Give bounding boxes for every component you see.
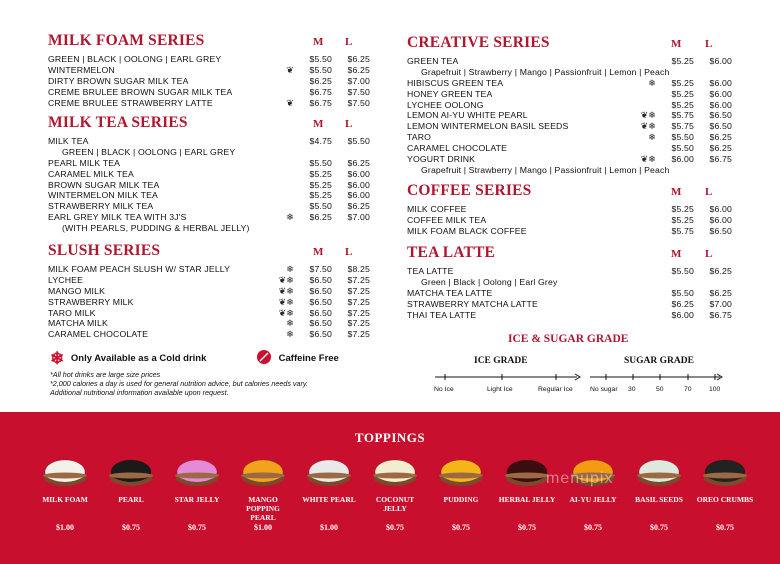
menu-subline: [407, 277, 732, 288]
legend-cold: [50, 349, 206, 369]
leaf-icon: ❦: [278, 285, 287, 296]
topping-item: [563, 455, 623, 532]
milk-tea-title: MILK TEA SERIES: [48, 114, 188, 131]
menu-item-icons: [279, 308, 294, 319]
menu-item-name: THAI TEA LATTE: [407, 309, 477, 320]
menu-item-name: GREEN | BLACK | OOLONG | EARL GREY: [48, 54, 222, 64]
menu-item-name: LEMON WINTERMELON BASIL SEEDS: [407, 121, 569, 132]
menu-item-options: (WITH PEARLS, PUDDING & HERBAL JELLY): [62, 223, 250, 234]
menu-item-name: CARAMEL CHOCOLATE: [48, 329, 149, 340]
menu-item-icons: [286, 212, 294, 223]
price-l: $7.00: [347, 212, 370, 223]
size-l-label: L: [345, 246, 353, 258]
leaf-icon: ❦: [286, 64, 294, 75]
note-line: *All hot drinks are large size prices: [50, 370, 161, 379]
notes: [50, 370, 308, 397]
leaf-icon: ❦: [640, 121, 649, 132]
price-m: $5.50: [309, 157, 332, 168]
price-m: $6.75: [309, 97, 332, 108]
price-m: $6.50: [309, 318, 332, 329]
price-m: $5.50: [309, 201, 332, 212]
size-l-label: L: [345, 36, 353, 48]
menu-item-name: STRAWBERRY MATCHA LATTE: [407, 298, 538, 309]
menu-item: [407, 310, 732, 321]
topping-name: COCONUT JELLY: [375, 495, 415, 513]
topping-price: $0.75: [188, 523, 206, 532]
price-l: $6.00: [709, 77, 732, 88]
price-l: $6.00: [347, 168, 370, 179]
size-m-label: M: [671, 38, 682, 50]
price-m: $6.50: [309, 307, 332, 318]
menu-item: [48, 264, 370, 275]
size-l-label: L: [705, 38, 713, 50]
price-l: $6.25: [347, 201, 370, 212]
menu-item: [48, 136, 370, 147]
menu-item-name: LEMON AI-YU WHITE PEARL: [407, 110, 528, 121]
topping-item: [431, 455, 491, 532]
menu-item: [48, 286, 370, 297]
menu-item: [407, 288, 732, 299]
price-m: $5.50: [309, 64, 332, 75]
price-l: $7.25: [347, 285, 370, 296]
snowflake-icon: ❄: [286, 296, 294, 307]
menu-item-name: PEARL MILK TEA: [48, 157, 121, 168]
sugar-level: No sugar: [590, 386, 618, 393]
leaf-icon: ❦: [286, 97, 294, 108]
price-m: $6.25: [309, 75, 332, 86]
price-l: $7.25: [347, 318, 370, 329]
price-l: $7.25: [347, 307, 370, 318]
price-m: $6.00: [671, 309, 694, 320]
menu-item: [407, 154, 732, 165]
milk-foam-title: MILK FOAM SERIES: [48, 32, 205, 49]
topping-name: PEARL: [118, 495, 144, 504]
sugar-level: 50: [656, 386, 664, 393]
price-l: $7.25: [347, 274, 370, 285]
price-l: $6.00: [709, 56, 732, 66]
menu-item-name: YOGURT DRINK: [407, 154, 476, 165]
price-m: $6.75: [309, 86, 332, 97]
legend-caffeine: [256, 349, 339, 365]
topping-bowl-icon: [502, 455, 552, 487]
topping-price: $0.75: [716, 523, 734, 532]
topping-price: $0.75: [452, 523, 470, 532]
topping-price: $1.00: [254, 523, 272, 532]
price-l: $6.75: [709, 154, 732, 165]
menu-item: [407, 143, 732, 154]
sugar-level: 30: [628, 386, 636, 393]
menu-item: [48, 212, 370, 223]
menu-item-name: BROWN SUGAR MILK TEA: [48, 179, 160, 190]
menu-item-name: MATCHA MILK: [48, 318, 108, 329]
topping-name: PUDDING: [443, 495, 479, 504]
price-m: $5.50: [671, 266, 694, 276]
price-m: $5.25: [309, 168, 332, 179]
topping-price: $1.00: [56, 523, 74, 532]
menu-item-icons: [286, 329, 294, 340]
menu-item: [48, 297, 370, 308]
topping-bowl-icon: [172, 455, 222, 487]
menu-item: [48, 308, 370, 319]
topping-item: [299, 455, 359, 532]
topping-price: $0.75: [386, 523, 404, 532]
topping-name: HERBAL JELLY: [498, 495, 556, 504]
menu-item-name: MANGO MILK: [48, 285, 106, 296]
price-m: $5.25: [671, 214, 694, 225]
menu-item-name: CREME BRULEE BROWN SUGAR MILK TEA: [48, 86, 233, 97]
snowflake-icon: ❄: [648, 121, 656, 132]
menu-item-name: GREEN TEA: [407, 56, 459, 66]
menu-item-name: WINTERMELON MILK TEA: [48, 190, 158, 201]
menu-item-icons: [286, 98, 294, 109]
menu-item-name: MATCHA TEA LATTE: [407, 287, 493, 298]
topping-bowl-icon: [634, 455, 684, 487]
topping-name: AI-YU JELLY: [569, 495, 617, 504]
price-m: $6.50: [309, 285, 332, 296]
menu-item-name: MILK COFFEE: [407, 204, 467, 214]
slush-list: [48, 264, 370, 340]
price-l: $8.25: [347, 264, 370, 274]
menu-item-icons: [648, 132, 656, 143]
sugar-level: 100: [709, 386, 721, 393]
topping-bowl-icon: [304, 455, 354, 487]
price-l: $6.50: [709, 225, 732, 236]
menu-item-name: HONEY GREEN TEA: [407, 88, 493, 99]
topping-name: BASIL SEEDS: [635, 495, 683, 504]
size-m-label: M: [313, 36, 324, 48]
snowflake-icon: ❄: [286, 264, 294, 274]
price-l: $6.25: [347, 54, 370, 64]
price-l: $6.25: [709, 266, 732, 276]
snowflake-icon: ❄: [648, 77, 656, 88]
menu-item-icons: [641, 154, 656, 165]
note-line: *2,000 calories a day is used for general nutrition advice, but calories needs vary.: [50, 379, 308, 388]
menu-item: [48, 318, 370, 329]
slush-title: SLUSH SERIES: [48, 242, 161, 259]
creative-list: [407, 56, 732, 176]
menu-item: [48, 329, 370, 340]
price-m: $5.25: [309, 190, 332, 201]
menu-item: [407, 78, 732, 89]
menu-item-name: EARL GREY MILK TEA WITH 3J'S: [48, 212, 187, 223]
menu-item-name: MILK TEA: [48, 136, 89, 146]
price-l: $6.25: [709, 143, 732, 154]
legend-cold-label: Only Available as a Cold drink: [70, 353, 207, 364]
menu-subline: [48, 223, 370, 234]
menu-item-name: CARAMEL MILK TEA: [48, 168, 134, 179]
topping-price: $1.00: [320, 523, 338, 532]
topping-bowl-icon: [436, 455, 486, 487]
sugar-level: 70: [684, 386, 692, 393]
menu-item-name: COFFEE MILK TEA: [407, 214, 487, 225]
menu-item: [48, 87, 370, 98]
menu-item: [407, 110, 732, 121]
snowflake-icon: ❄: [286, 285, 294, 296]
menu-item-options: Grapefruit | Strawberry | Mango | Passionfruit | Lemon | Peach: [421, 66, 670, 77]
menu-item: [407, 121, 732, 132]
price-l: $7.50: [347, 86, 370, 97]
menu-item: [48, 76, 370, 87]
menu-item: [407, 89, 732, 100]
menu-item-name: LYCHEE: [48, 274, 84, 285]
price-m: $5.25: [671, 99, 694, 110]
price-m: $5.50: [671, 143, 694, 154]
price-l: $6.75: [709, 309, 732, 320]
price-m: $5.75: [671, 110, 694, 121]
creative-title: CREATIVE SERIES: [407, 34, 550, 51]
size-m-label: M: [671, 248, 682, 260]
price-l: $6.00: [709, 99, 732, 110]
menu-item-options: Green | Black | Oolong | Earl Grey: [421, 276, 558, 287]
price-m: $5.25: [671, 88, 694, 99]
milk-foam-list: [48, 54, 370, 108]
price-m: $5.25: [309, 179, 332, 190]
price-m: $5.75: [671, 121, 694, 132]
snowflake-icon: ❄: [648, 132, 656, 143]
ice-level: Regular Ice: [538, 386, 573, 393]
topping-item: [695, 455, 755, 532]
menu-item-name: HIBISCUS GREEN TEA: [407, 77, 504, 88]
menu-item: [48, 169, 370, 180]
menu-item-options: GREEN | BLACK | OOLONG | EARL GREY: [62, 146, 236, 157]
menu-item: [407, 226, 732, 237]
price-m: $4.75: [309, 136, 332, 146]
topping-item: [233, 455, 293, 532]
menu-item-icons: [279, 286, 294, 297]
price-m: $5.25: [671, 77, 694, 88]
leaf-icon: ❦: [278, 274, 287, 285]
note-line: Additional nutritional information available upon request.: [50, 388, 229, 397]
price-l: $6.00: [347, 179, 370, 190]
topping-bowl-icon: [238, 455, 288, 487]
snowflake-icon: ❄: [50, 349, 65, 368]
menu-item: [48, 65, 370, 76]
menu-item-name: TEA LATTE: [407, 266, 454, 276]
menu-item: [48, 201, 370, 212]
menu-item-icons: [286, 264, 294, 275]
tea-latte-list: [407, 266, 732, 320]
price-l: $5.50: [347, 136, 370, 146]
price-m: $5.25: [671, 204, 694, 214]
price-l: $6.50: [709, 121, 732, 132]
snowflake-icon: ❄: [286, 318, 294, 329]
menu-item-icons: [648, 78, 656, 89]
size-l-label: L: [345, 118, 353, 130]
menu-item: [48, 54, 370, 65]
topping-bowl-icon: [700, 455, 750, 487]
price-l: $6.00: [709, 214, 732, 225]
price-l: $6.25: [347, 157, 370, 168]
menu-item: [407, 299, 732, 310]
topping-item: [101, 455, 161, 532]
topping-item: [629, 455, 689, 532]
topping-item: [35, 455, 95, 532]
topping-item: [167, 455, 227, 532]
menu-subline: [48, 147, 370, 158]
menu-item-icons: [279, 275, 294, 286]
size-m-label: M: [313, 246, 324, 258]
menu-item-icons: [286, 65, 294, 76]
menu-item: [48, 158, 370, 169]
menu-subline: [407, 67, 732, 78]
price-m: $5.25: [671, 56, 694, 66]
menu-item-name: STRAWBERRY MILK TEA: [48, 201, 154, 212]
tea-latte-title: TEA LATTE: [407, 244, 496, 261]
topping-price: $0.75: [650, 523, 668, 532]
menu-item-name: CREME BRULEE STRAWBERRY LATTE: [48, 97, 213, 108]
menu-item: [407, 215, 732, 226]
price-l: $6.50: [709, 110, 732, 121]
topping-bowl-icon: [370, 455, 420, 487]
price-l: $6.25: [709, 287, 732, 298]
price-m: $5.75: [671, 225, 694, 236]
snowflake-icon: ❄: [286, 212, 294, 223]
menu-item-options: Grapefruit | Strawberry | Mango | Passionfruit | Lemon | Peach: [421, 164, 670, 175]
menu-item-icons: [641, 110, 656, 121]
price-l: $6.00: [709, 88, 732, 99]
ice-level: Light Ice: [487, 386, 513, 393]
menu-item: [407, 56, 732, 67]
leaf-icon: ❦: [278, 296, 287, 307]
leaf-icon: ❦: [640, 154, 649, 165]
price-l: $7.00: [709, 298, 732, 309]
coffee-list: [407, 204, 732, 237]
menu-item: [407, 132, 732, 143]
menu-item-icons: [279, 297, 294, 308]
coffee-title: COFFEE SERIES: [407, 182, 532, 199]
watermark: menupix: [546, 470, 614, 487]
price-m: $6.25: [309, 212, 332, 223]
price-l: $6.25: [347, 64, 370, 75]
topping-price: $0.75: [584, 523, 602, 532]
snowflake-icon: ❄: [286, 307, 294, 318]
topping-name: WHITE PEARL: [302, 495, 356, 504]
grade-title: ICE & SUGAR GRADE: [508, 333, 629, 345]
ice-level: No Ice: [434, 386, 454, 393]
topping-item: [365, 455, 425, 532]
menu-item-name: CARAMEL CHOCOLATE: [407, 143, 508, 154]
menu-item: [407, 266, 732, 277]
price-l: $7.00: [347, 75, 370, 86]
legend-caffeine-label: Caffeine Free: [278, 353, 339, 364]
topping-bowl-icon: [40, 455, 90, 487]
price-m: $6.25: [671, 298, 694, 309]
size-m-label: M: [313, 118, 324, 130]
topping-name: MILK FOAM: [42, 495, 88, 504]
price-m: $5.50: [309, 54, 332, 64]
menu-item-icons: [286, 318, 294, 329]
size-l-label: L: [705, 248, 713, 260]
topping-item: [497, 455, 557, 532]
price-m: $5.50: [671, 287, 694, 298]
menu-item-name: DIRTY BROWN SUGAR MILK TEA: [48, 75, 189, 86]
topping-bowl-icon: [106, 455, 156, 487]
menu-item: [48, 190, 370, 201]
price-l: $7.25: [347, 329, 370, 340]
price-m: $6.50: [309, 296, 332, 307]
snowflake-icon: ❄: [286, 329, 294, 340]
menu-subline: [407, 165, 732, 176]
leaf-icon: [256, 349, 272, 365]
price-m: $6.00: [671, 154, 694, 165]
menu-item: [48, 275, 370, 286]
topping-price: $0.75: [122, 523, 140, 532]
menu-item-name: TARO: [407, 132, 432, 143]
snowflake-icon: ❄: [286, 274, 294, 285]
menu-item-name: MILK FOAM BLACK COFFEE: [407, 225, 527, 236]
snowflake-icon: ❄: [648, 110, 656, 121]
leaf-icon: ❦: [278, 307, 287, 318]
price-m: $5.50: [671, 132, 694, 143]
menu-item-name: WINTERMELON: [48, 64, 115, 75]
price-l: $7.25: [347, 296, 370, 307]
size-l-label: L: [705, 186, 713, 198]
price-l: $7.50: [347, 97, 370, 108]
topping-price: $0.75: [518, 523, 536, 532]
menu-item-icons: [641, 121, 656, 132]
menu-item: [407, 204, 732, 215]
menu-item-name: STRAWBERRY MILK: [48, 296, 134, 307]
size-m-label: M: [671, 186, 682, 198]
price-l: $6.25: [709, 132, 732, 143]
price-m: $6.50: [309, 274, 332, 285]
menu-item: [407, 100, 732, 111]
menu-item-name: MILK FOAM PEACH SLUSH W/ STAR JELLY: [48, 264, 231, 274]
price-l: $6.00: [347, 190, 370, 201]
menu-item-name: TARO MILK: [48, 307, 96, 318]
toppings-title: TOPPINGS: [354, 430, 426, 445]
menu-item: [48, 98, 370, 109]
price-m: $7.50: [309, 264, 332, 274]
price-l: $6.00: [709, 204, 732, 214]
ice-grade-title: ICE GRADE: [474, 356, 528, 366]
topping-name: OREO CRUMBS: [696, 495, 754, 504]
topping-name: MANGO POPPING PEARL: [246, 495, 280, 522]
menu-item-name: LYCHEE OOLONG: [407, 99, 484, 110]
snowflake-icon: ❄: [648, 154, 656, 165]
sugar-grade-title: SUGAR GRADE: [624, 356, 694, 366]
milk-tea-list: [48, 136, 370, 234]
leaf-icon: ❦: [640, 110, 649, 121]
price-m: $6.50: [309, 329, 332, 340]
menu-item: [48, 180, 370, 191]
topping-name: STAR JELLY: [174, 495, 220, 504]
